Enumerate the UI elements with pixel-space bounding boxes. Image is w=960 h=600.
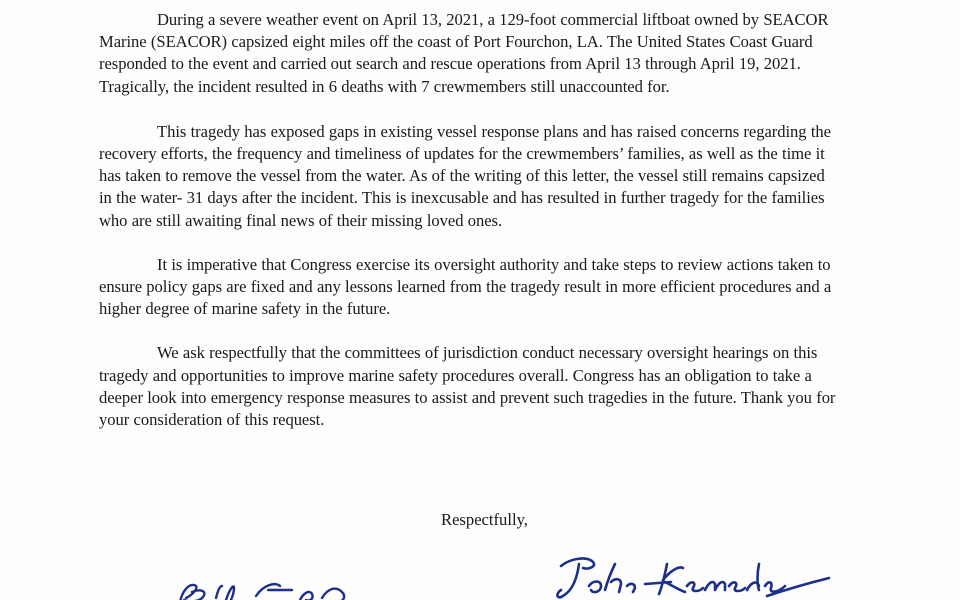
closing-salutation: Respectfully, — [441, 510, 528, 529]
paragraph-oversight: It is imperative that Congress exercise its oversight authority and take steps to review actions taken to ensure policy gaps are fixed and any lessons learned from the tragedy result in more efficient procedures and a higher degree of marine safety in the future. — [99, 254, 832, 319]
paragraph-request: We ask respectfully that the committees of jurisdiction conduct necessary oversight hearings on this tragedy and opportunities to improve marine safety procedures overall. Congress has an obligation to take a deeper look into emergency response measures to assist and prevent such tragedies in the future. Thank you for your consideration of this request. — [99, 343, 836, 430]
paragraph-gaps: This tragedy has exposed gaps in existing vessel response plans and has raised concerns regarding the recovery efforts, the frequency and timeliness of updates for the crewmembers’ families, as well as the time it has taken to remove the vessel from the water. As of the writing of this letter, the vessel still remains capsized in the water- 31 days after the incident. This is inexcusable and has resulted in further tragedy for the families who are still awaiting final news of their missing loved ones. — [99, 121, 831, 230]
signature-right — [553, 556, 833, 600]
paragraph-incident: During a severe weather event on April 13, 2021, a 129-foot commercial liftboat owned by SEACOR Marine (SEACOR) capsized eight miles off the coast of Port Fourchon, LA. The United States Coast Guard responded to the event and carried out search and rescue operations from April 13 through April 19, 2021. Tragically, the incident resulted in 6 deaths with 7 crewmembers still unaccounted for. — [99, 10, 829, 96]
letter-body — [99, 9, 839, 453]
signature-left — [172, 578, 372, 600]
